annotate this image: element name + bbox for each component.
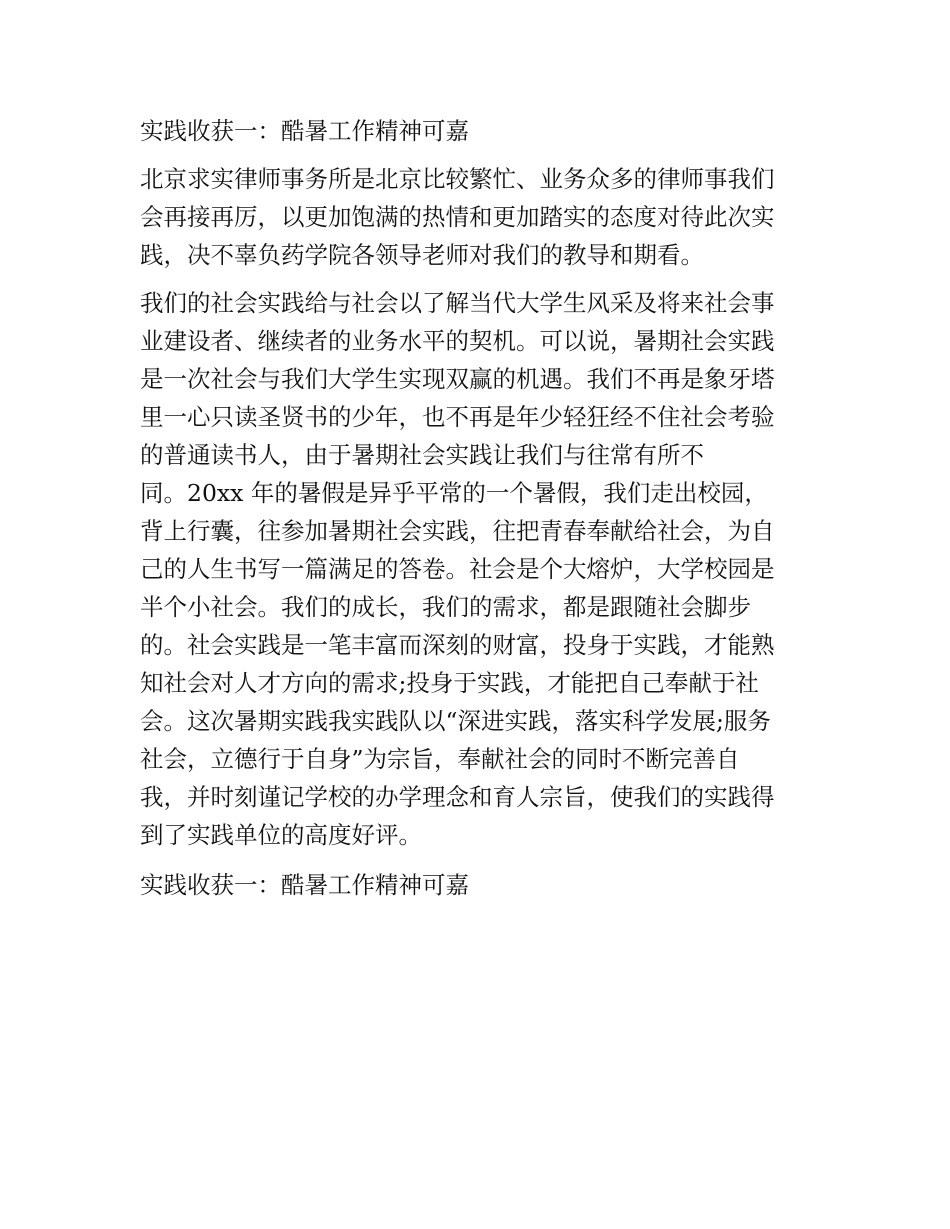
paragraph-line: 背上行囊，往参加暑期社会实践，往把青春奉献给社会，为自 [140, 517, 775, 545]
document-body [140, 112, 815, 902]
paragraph-2 [140, 284, 815, 854]
paragraph-line: 半个小社会。我们的成长，我们的需求，都是跟随社会脚步 [140, 593, 751, 621]
paragraph-line: 里一心只读圣贤书的少年，也不再是年少轻狂经不住社会考验 [140, 403, 775, 431]
paragraph-line: 的。社会实践是一笔丰富而深刻的财富，投身于实践，才能熟 [140, 631, 775, 659]
paragraph-line: 同。20xx 年的暑假是异乎平常的一个暑假，我们走出校园， [140, 479, 768, 507]
section-heading-top: 实践收获一：酷暑工作精神可嘉 [140, 117, 469, 145]
paragraph-line: 我们的社会实践给与社会以了解当代大学生风采及将来社会事 [140, 289, 775, 317]
paragraph-line: 社会，立德行于自身”为宗旨，奉献社会的同时不断完善自 [140, 745, 740, 773]
paragraph-line: 到了实践单位的高度好评。 [140, 821, 422, 849]
paragraph-line: 我，并时刻谨记学校的办学理念和育人宗旨，使我们的实践得 [140, 783, 775, 811]
paragraph-line: 的普通读书人，由于暑期社会实践让我们与往常有所不 [140, 441, 704, 469]
paragraph-line: 是一次社会与我们大学生实现双赢的机遇。我们不再是象牙塔 [140, 365, 775, 393]
paragraph-line: 知社会对人才方向的需求;投身于实践，才能把自己奉献于社 [140, 669, 759, 697]
paragraph-line: 己的人生书写一篇满足的答卷。社会是个大熔炉，大学校园是 [140, 555, 775, 583]
paragraph-1 [140, 160, 815, 274]
section-heading-bottom: 实践收获一：酷暑工作精神可嘉 [140, 871, 469, 899]
paragraph-line: 践，决不辜负药学院各领导老师对我们的教导和期看。 [140, 241, 704, 269]
paragraph-line: 北京求实律师事务所是北京比较繁忙、业务众多的律师事我们 [140, 165, 775, 193]
paragraph-line: 业建设者、继续者的业务水平的契机。可以说，暑期社会实践 [140, 327, 775, 355]
paragraph-line: 会再接再厉，以更加饱满的热情和更加踏实的态度对待此次实 [140, 203, 775, 231]
paragraph-line: 会。这次暑期实践我实践队以“深进实践，落实科学发展;服务 [140, 707, 771, 735]
